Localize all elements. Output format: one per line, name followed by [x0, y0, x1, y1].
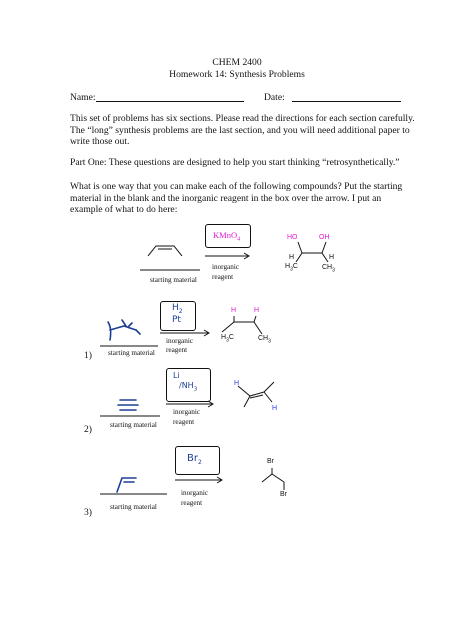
part-one-instructions: What is one way that you can make each of the following compounds? Put the starting material in the blank and the inorganic reagent in the box over the arrow. I put an example of what to do here:	[70, 181, 403, 215]
problem-1-reagent-line1: $H_2$	[172, 303, 183, 315]
problem-2-h-bottom: H	[272, 405, 278, 412]
problem-2-starting-material-label: starting material	[110, 421, 157, 429]
example-ch3-right: $CH_3$	[322, 264, 335, 274]
problem-1-reagent-line2: Pt	[172, 315, 181, 325]
problem-3-starting-material-label: starting material	[110, 503, 157, 511]
example-ch3-left: $H_3C$	[285, 263, 298, 273]
example-h-right: H	[329, 254, 335, 261]
example-reagent: KMnO$_4$	[213, 230, 241, 243]
problem-1-inorganic-label: inorganic	[166, 337, 194, 345]
problem-2-reagent-line1: Li	[173, 371, 180, 380]
problem-1-h-right: H	[254, 307, 260, 314]
example-starting-material-label: starting material	[150, 276, 197, 284]
problem-2-h-top: H	[234, 380, 240, 387]
example-oh-label: OH	[319, 234, 330, 241]
homework-title: Homework 14: Synthesis Problems	[169, 69, 305, 80]
problem-3-reagent-label: reagent	[181, 499, 203, 507]
problem-2-reagent-line2: $/NH_3$	[179, 381, 198, 393]
name-label: Name:	[70, 92, 96, 103]
intro-paragraph: This set of problems has six sections. Please read the directions for each section carefully. The “long” synthesis problems are the last section, and you will need additional paper to write those out.	[70, 113, 415, 147]
problem-1-reagent-label: reagent	[166, 346, 188, 354]
problem-1-h-left: H	[231, 307, 237, 314]
example-reagent-label: reagent	[212, 273, 234, 281]
problem-3-br-bottom: Br	[280, 491, 287, 498]
problem-1-ch3-right: $CH_3$	[258, 335, 271, 345]
example-inorganic-label: inorganic	[212, 263, 240, 271]
problem-2-reagent-label: reagent	[173, 418, 195, 426]
problem-3-reagent-line1: $Br_2$	[187, 453, 202, 466]
problem-1-ch3-left: $H_3C$	[221, 334, 234, 344]
problem-2-inorganic-label: inorganic	[173, 408, 201, 416]
problem-3-number: 3)	[84, 507, 92, 518]
course-title: CHEM 2400	[212, 57, 262, 68]
problem-3-inorganic-label: inorganic	[181, 489, 209, 497]
problem-1-starting-material-label: starting material	[108, 349, 155, 357]
example-ho-label: HO	[287, 234, 298, 241]
date-label: Date:	[264, 92, 285, 103]
example-h-left: H	[289, 254, 295, 261]
part-one-heading: Part One: These questions are designed to help you start thinking “retrosynthetically.”	[70, 157, 400, 168]
problem-2-number: 2)	[84, 424, 92, 435]
problem-3-br-top: Br	[267, 458, 274, 465]
problem-1-number: 1)	[84, 350, 92, 361]
